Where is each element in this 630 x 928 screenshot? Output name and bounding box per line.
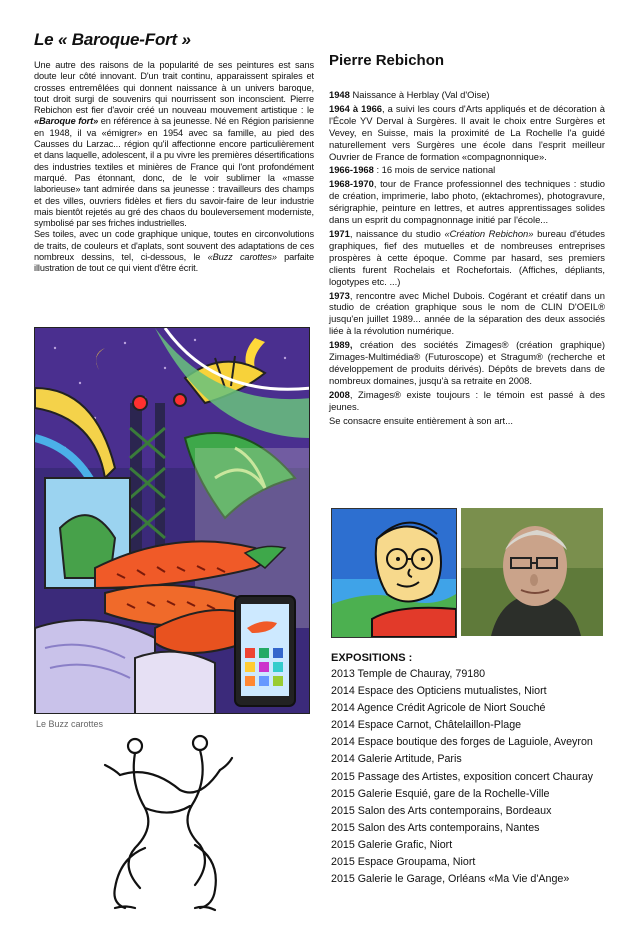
bio-entry — [329, 228, 605, 288]
bio-text: création des sociétés Zimages® (création graphique) Zimages-Multimédia® (Futuroscope) et Stragum® (recherche et développement de produits dérivés). Dépôts de brevets dans de nombreux domaines, jusqu'à sa retraite en 2008. — [329, 339, 605, 386]
intro-emphasis-baroque: «Baroque fort» — [34, 116, 99, 127]
biography — [329, 89, 605, 426]
artist-name: Pierre Rebichon — [329, 52, 445, 69]
exhibitions-list — [331, 666, 607, 888]
bio-year: 1968-1970 — [329, 178, 374, 190]
right-column — [329, 52, 605, 428]
bio-entry — [329, 178, 605, 226]
bio-entry — [329, 415, 605, 427]
bio-entry — [329, 164, 605, 176]
exhibition-item: 2015 Salon des Arts contemporains, Nantes — [331, 821, 540, 834]
studio-name: «Création Rebichon» — [444, 227, 534, 239]
bio-year: 1971 — [329, 227, 350, 239]
intro-emphasis-buzz: «Buzz carottes» — [207, 252, 277, 263]
exhibition-item: 2015 Passage des Artistes, exposition concert Chauray — [331, 770, 593, 783]
intro-paragraph-1 — [34, 60, 314, 229]
bio-text: , rencontre avec Michel Dubois. Cogérant et créatif dans un studio de création graphique sous le nom de CLIN D'OEIL® jusqu'en juillet 1989... année de la séparation des deux associés liée à la révolution numérique. — [329, 289, 605, 337]
exhibition-item: 2015 Galerie Esquié, gare de la Rochelle-Ville — [331, 787, 550, 800]
bio-year: 1966-1968 — [329, 164, 374, 176]
exhibition-item: 2014 Espace boutique des forges de Laguiole, Aveyron — [331, 736, 593, 749]
intro-paragraph-2 — [34, 229, 314, 274]
painting-caption: Le Buzz carottes — [36, 719, 104, 729]
exhibition-item: 2015 Espace Groupama, Niort — [331, 856, 476, 869]
intro-text-part: Une autre des raisons de la popularité de ses peintures est sans doute leur côté innovant. D'un trait continu, apparaissent spirales et crosses entremêlées qui donnent naissance à un univers baroque, tout droit surgi de souvenirs qui nourrissent son inconscient. Pierre Rebichon est fier d'avoir créé un nouveau mouvement artistique : le — [34, 60, 314, 116]
exhibition-item: 2014 Espace Carnot, Châtelaillon-Plage — [331, 719, 522, 732]
bio-year: 1948 — [329, 89, 350, 100]
exhibitions-heading: EXPOSITIONS : — [331, 652, 413, 664]
exhibition-item: 2015 Salon des Arts contemporains, Bordeaux — [331, 804, 552, 817]
intro-text — [34, 60, 314, 275]
bio-year: 1964 à 1966 — [329, 102, 383, 114]
bio-year: 1989, — [329, 339, 353, 351]
bio-text: , Zimages® existe toujours : le témoin est passé à des jeunes. — [329, 388, 605, 412]
bio-text: , naissance du studio — [349, 227, 445, 239]
article-title: Le « Baroque-Fort » — [34, 30, 191, 49]
portrait-images — [331, 508, 603, 638]
bio-year: 2008 — [329, 388, 350, 400]
exhibition-item: 2013 Temple de Chauray, 79180 — [331, 668, 486, 680]
exhibition-item: 2014 Espace des Opticiens mutualistes, Niort — [331, 685, 547, 698]
exhibition-item: 2015 Galerie le Garage, Orléans «Ma Vie d'Ange» — [331, 873, 570, 886]
exhibition-item: 2014 Galerie Artitude, Paris — [331, 753, 462, 766]
intro-text-part: parfaite illustration de tout ce qui vient d'être écrit. — [34, 252, 314, 274]
painting-buzz-carottes — [34, 327, 310, 714]
bio-text: bureau d'études graphiques, fief des mutuelles et de nombreuses entreprises prospères à cette époque. Comme par hasard, ses premiers clients furent Rochelais et Rochefortais. (Affiches, dépliants, logotypes etc. ...) — [329, 227, 605, 287]
bio-entry — [329, 103, 605, 163]
bio-text: Naissance à Herblay (Val d'Oise) — [349, 89, 490, 100]
bio-text: , a suivi les cours d'Arts appliqués et de décoration à l'École YV Derval à Surgères. Il avait le choix entre Surgères et Vevey, en Suisse, mais la proximité de La Rochelle l'a guidé naturellement vers Surgères une école dans l'esprit meilleur Ouvrier de France de formation «compagnonnique». — [329, 102, 605, 162]
bio-text: , tour de France professionnel des techniques : studio de création, imprimerie, labo photo, (ektachromes), photogravure, sérigraphie, peinture en lettres, et autres apprentissages solides dans un esprit du compagnonnage initié par l'école... — [329, 178, 605, 226]
left-column — [34, 30, 314, 275]
bio-entry — [329, 89, 605, 101]
dancing-figures-drawing — [100, 730, 240, 920]
bio-entry — [329, 290, 605, 338]
bio-text: Se consacre ensuite entièrement à son art... — [329, 414, 513, 426]
cartoon-self-portrait — [331, 508, 457, 638]
intro-text-part: en référence à sa jeunesse. Né en Région parisienne en 1948, il va «émigrer» en 1954 avec sa famille, au pied des Causses du Larzac... région qu'il affectionne encore particulièrement et dans laquelle, adolescent, il a pu vivre les premières désertifications des industries textiles et minières de France qui l'ont profondément marqué. Pas étonnant, donc, de le voir sublimer la «masse laborieuse» tant admirée dans sa jeunesse : travailleurs des champs et des villes, ouvriers fidèles et fiers du savoir-faire de leur industrie mais bientôt rejetés au gré des chaos du bouleversement moderniste, symbolisé par ses friches industrielles. — [34, 116, 314, 229]
intro-text-part: Ses toiles, avec un code graphique unique, toutes en circonvolutions de traits, de couleurs et d'aplats, sont souvent des adaptations de ces nombreux dessins, tel, ci-dessous, le — [34, 229, 314, 263]
bio-text: : 16 mois de service national — [373, 164, 496, 176]
bio-year: 1973 — [329, 289, 350, 301]
bio-entry — [329, 389, 605, 413]
bio-entry — [329, 339, 605, 387]
exhibition-item: 2014 Agence Crédit Agricole de Niort Souché — [331, 702, 546, 715]
artist-photo — [461, 508, 603, 636]
exhibition-item: 2015 Galerie Grafic, Niort — [331, 838, 453, 851]
exhibitions-section — [331, 652, 607, 888]
